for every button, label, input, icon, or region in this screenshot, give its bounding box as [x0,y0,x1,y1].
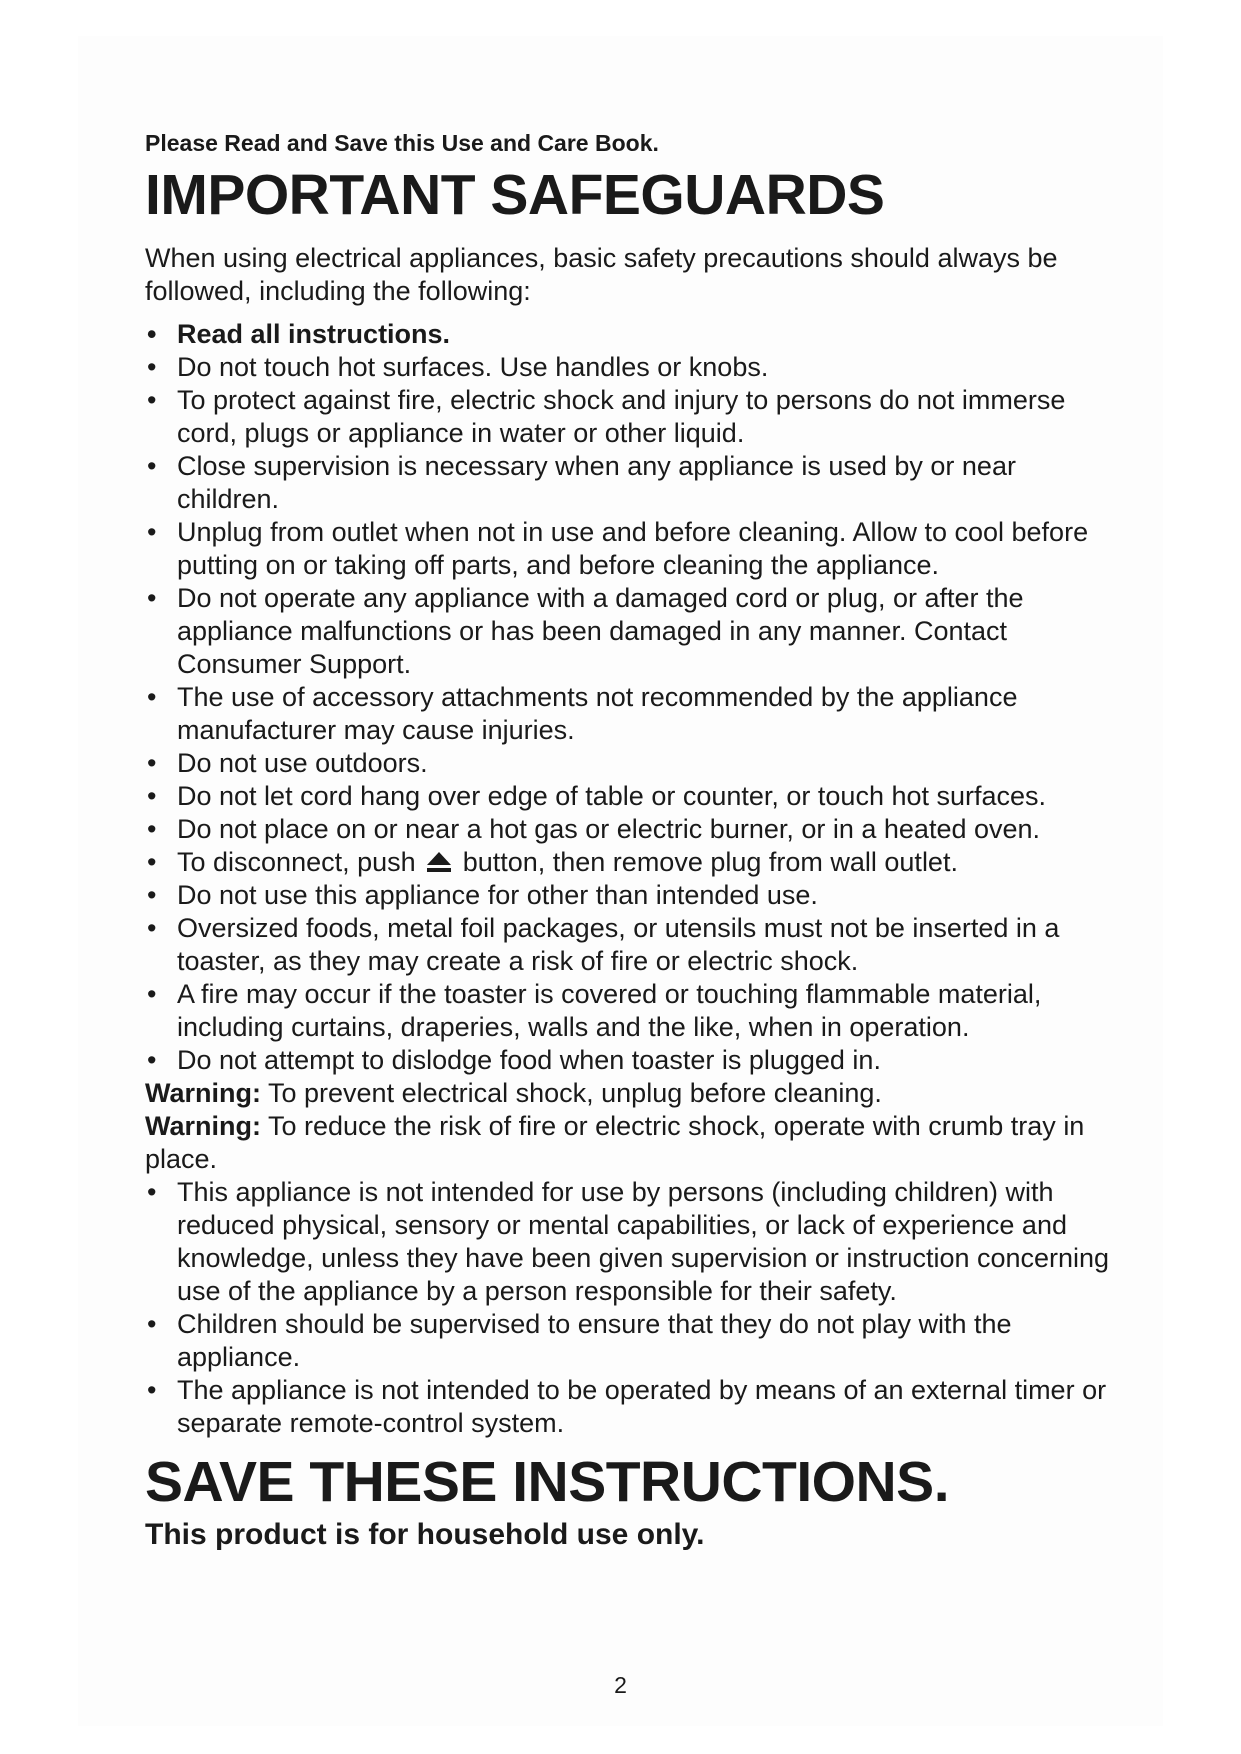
list-item [145,450,1125,516]
bullet: • [147,814,157,844]
page-title: IMPORTANT SAFEGUARDS [145,163,885,227]
item-text-before: To disconnect, push [177,847,416,877]
list-item [145,351,1125,384]
list-item [145,813,1125,846]
bullet: • [147,319,157,349]
item-text: This appliance is not intended for use by persons (including children) with reduced physical, sensory or mental capabilities, or lack of experience and knowledge, unless they have been given supervision or instruction concerning use of the appliance by a person responsible for their safety. [177,1177,1110,1306]
item-text: Close supervision is necessary when any appliance is used by or near children. [177,451,1016,514]
save-heading: SAVE THESE INSTRUCTIONS. [145,1450,950,1514]
intro-paragraph: When using electrical appliances, basic safety precautions should always be followed, including the following: [145,243,1058,306]
bullet: • [147,517,157,547]
bullet: • [147,1309,157,1339]
item-text: Do not attempt to dislodge food when toaster is plugged in. [177,1045,881,1075]
item-text: Unplug from outlet when not in use and before cleaning. Allow to cool before putting on or taking off parts, and before cleaning the appliance. [177,517,1089,580]
list-item [145,516,1125,582]
list-item [145,747,1125,780]
document-body [145,128,1125,1554]
household-note: This product is for household use only. [145,1518,705,1551]
warning-text: To prevent electrical shock, unplug before cleaning. [268,1078,882,1108]
safeguards-list [145,318,1125,1077]
list-item [145,384,1125,450]
item-text: Do not let cord hang over edge of table or counter, or touch hot surfaces. [177,781,1047,811]
item-text: Do not place on or near a hot gas or electric burner, or in a heated oven. [177,814,1041,844]
bullet: • [147,880,157,910]
list-item [145,780,1125,813]
bullet: • [147,1375,157,1405]
warning-label: Warning: [145,1111,261,1141]
bullet: • [147,781,157,811]
page-number: 2 [614,1672,627,1698]
warning-text: To reduce the risk of fire or electric shock, operate with crumb tray in place. [145,1111,1085,1174]
list-item [145,879,1125,912]
list-item [145,846,1125,879]
bullet: • [147,682,157,712]
safeguards-list-continued [145,1176,1125,1440]
bullet: • [147,385,157,415]
list-item [145,318,1125,351]
bullet: • [147,583,157,613]
bullet: • [147,979,157,1009]
bullet: • [147,1177,157,1207]
list-item [145,978,1125,1044]
item-text: A fire may occur if the toaster is covered or touching flammable material, including curtains, draperies, walls and the like, when in operation. [177,979,1042,1042]
list-item [145,1374,1125,1440]
list-item [145,1044,1125,1077]
item-text: The appliance is not intended to be operated by means of an external timer or separate remote-control system. [177,1375,1107,1438]
warning-label: Warning: [145,1078,261,1108]
item-text: Do not touch hot surfaces. Use handles or knobs. [177,352,769,382]
list-item [145,681,1125,747]
item-text-after: button, then remove plug from wall outlet. [462,847,958,877]
item-text: Read all instructions. [177,319,451,349]
warning-paragraph [145,1110,1125,1176]
eject-icon [425,850,453,874]
bullet: • [147,451,157,481]
item-text: Children should be supervised to ensure that they do not play with the appliance. [177,1309,1012,1372]
item-text: Do not use outdoors. [177,748,428,778]
list-item [145,1176,1125,1308]
bullet: • [147,847,157,877]
item-text: The use of accessory attachments not recommended by the appliance manufacturer may cause injuries. [177,682,1018,745]
kicker-text: Please Read and Save this Use and Care Book. [145,130,659,156]
bullet: • [147,913,157,943]
bullet: • [147,352,157,382]
bullet: • [147,1045,157,1075]
list-item [145,582,1125,681]
bullet: • [147,748,157,778]
item-text: Do not use this appliance for other than intended use. [177,880,818,910]
warning-paragraph [145,1077,1125,1110]
list-item [145,912,1125,978]
item-text: Do not operate any appliance with a damaged cord or plug, or after the appliance malfunctions or has been damaged in any manner. Contact Consumer Support. [177,583,1024,679]
item-text: To protect against fire, electric shock and injury to persons do not immerse cord, plugs or appliance in water or other liquid. [177,385,1066,448]
list-item [145,1308,1125,1374]
item-text: Oversized foods, metal foil packages, or utensils must not be inserted in a toaster, as they may create a risk of fire or electric shock. [177,913,1060,976]
